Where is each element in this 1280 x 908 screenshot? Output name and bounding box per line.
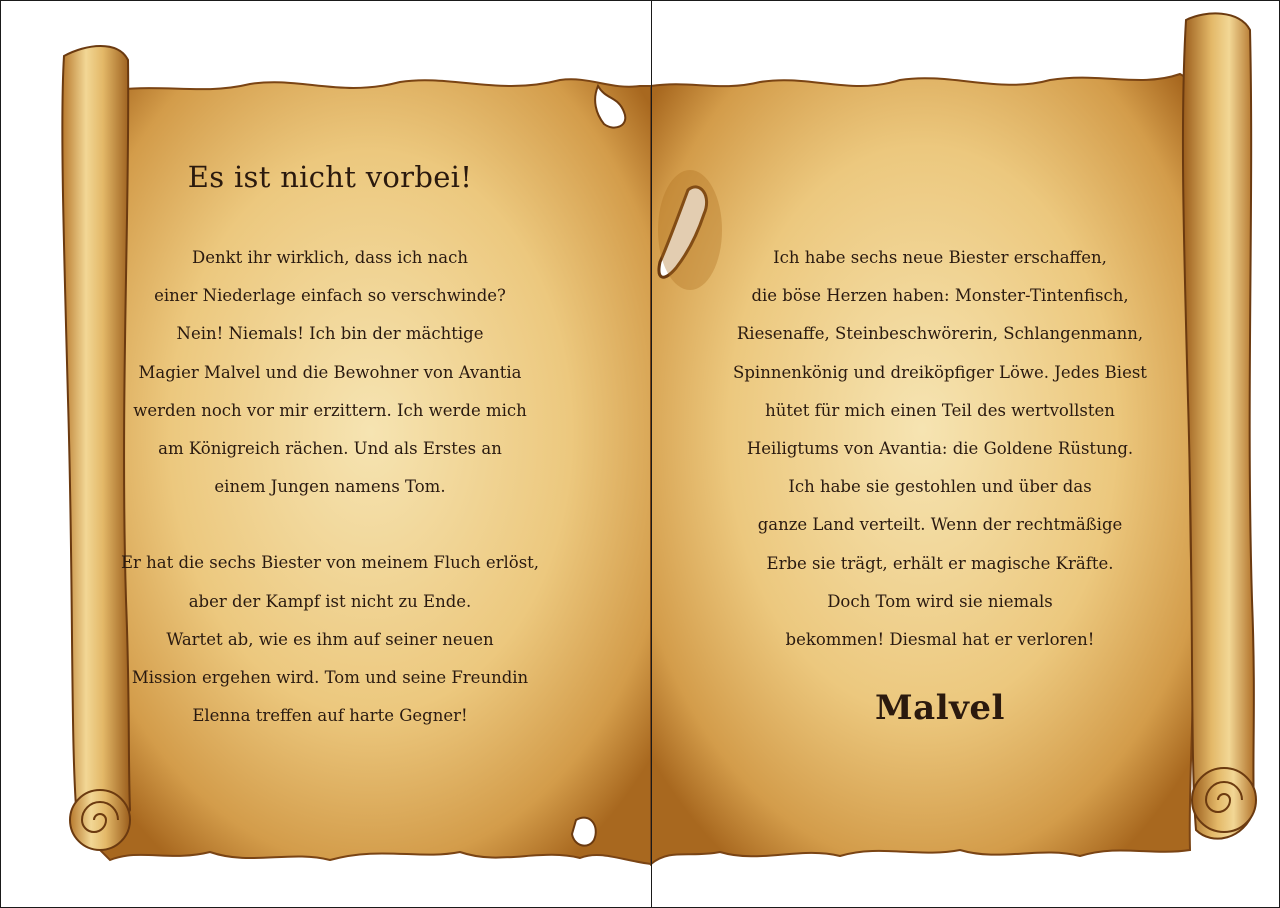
text-line: Riesenaffe, Steinbeschwörerin, Schlangenmann, [736, 324, 1144, 344]
text-line: Ich habe sechs neue Biester erschaffen, [773, 248, 1107, 267]
text-line: Mission ergehen wird. Tom und seine Freundin [131, 667, 529, 687]
text-line: Erbe sie trägt, erhält er magische Kräfte. [766, 553, 1114, 573]
signature: Malvel [875, 688, 1005, 728]
text-line: Heiligtums von Avantia: die Goldene Rüstung. [746, 438, 1134, 458]
text-line: bekommen! Diesmal hat er verloren! [785, 629, 1095, 649]
text-line: aber der Kampf ist nicht zu Ende. [188, 591, 472, 611]
text-line: Denkt ihr wirklich, dass ich nach [191, 248, 469, 267]
text-line: Nein! Niemals! Ich bin der mächtige [176, 324, 484, 344]
text-line: Er hat die sechs Biester von meinem Fluch erlöst, [120, 553, 540, 573]
text-line: am Königreich rächen. Und als Erstes an [158, 438, 502, 458]
paragraph-gap [120, 506, 540, 544]
text-line: Wartet ab, wie es ihm auf seiner neuen [166, 629, 494, 649]
text-line: hütet für mich einen Teil des wertvollsten [765, 400, 1115, 420]
scroll-roll-right-icon [1183, 13, 1256, 838]
text-line: werden noch vor mir erzittern. Ich werde mich [133, 400, 527, 420]
torn-notch [572, 818, 596, 846]
text-line: Doch Tom wird sie niemals [827, 591, 1053, 611]
burn-spot [658, 170, 722, 290]
text-line: Elenna treffen auf harte Gegner! [192, 706, 468, 726]
text-line: Ich habe sie gestohlen und über das [788, 477, 1092, 497]
page-gutter [651, 0, 652, 908]
text-line: einem Jungen namens Tom. [214, 477, 446, 497]
page-title: Es ist nicht vorbei! [187, 160, 473, 194]
right-page-body [730, 239, 1150, 659]
text-line: ganze Land verteilt. Wenn der rechtmäßige [757, 515, 1123, 535]
text-line: Spinnenkönig und dreiköpfiger Löwe. Jedes Biest [733, 362, 1147, 382]
text-line: die böse Herzen haben: Monster-Tintenfisch, [751, 286, 1129, 306]
text-line: einer Niederlage einfach so verschwinde? [154, 286, 506, 306]
text-line: Magier Malvel und die Bewohner von Avantia [138, 362, 522, 382]
left-page-body [120, 239, 540, 735]
